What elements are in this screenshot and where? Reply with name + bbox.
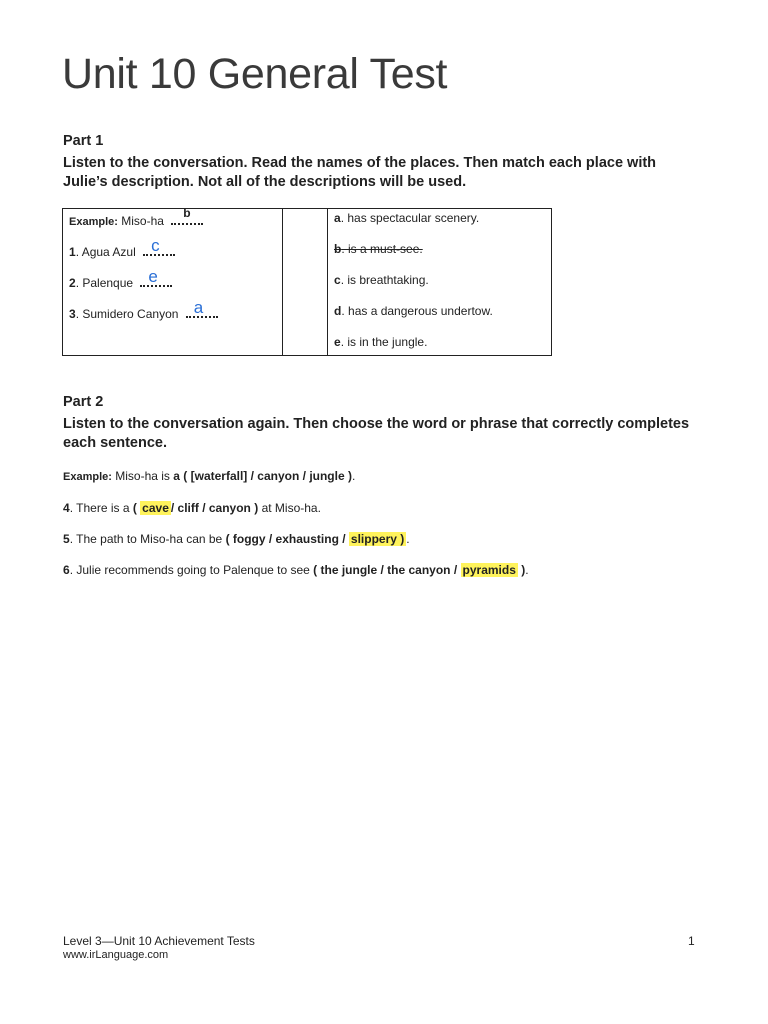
description-a: a. has spectacular scenery. (334, 211, 480, 225)
description-letter: c (334, 273, 341, 287)
item-number: 1 (69, 245, 76, 259)
description-text: is in the jungle. (347, 335, 428, 349)
question-text: Miso-ha is (111, 469, 174, 483)
answer-choices[interactable]: ( the jungle / the canyon / (313, 563, 461, 577)
page-number: 1 (688, 934, 695, 948)
example-label: Example: (63, 471, 112, 483)
description-letter: d (334, 304, 342, 318)
answer-blank[interactable] (171, 206, 203, 225)
place-row: 1. Agua Azul c (69, 242, 175, 259)
handwritten-answer: a (193, 298, 204, 317)
answer-choices[interactable]: a ( [waterfall] / canyon / jungle ) (173, 469, 352, 483)
question-text: . (525, 563, 529, 577)
example-label: Example: (69, 216, 118, 228)
item-number: 2 (69, 276, 76, 290)
description-text: has spectacular scenery. (347, 211, 480, 225)
answer-choices: ( (132, 501, 141, 515)
footer-title: Level 3—Unit 10 Achievement Tests (63, 934, 255, 948)
answer-blank[interactable] (140, 267, 172, 287)
answer-choices[interactable]: ( foggy / exhausting / (225, 532, 349, 546)
example-row (69, 206, 203, 228)
description-b: b. is a must-see. (334, 242, 423, 256)
part1-instructions: Listen to the conversation. Read the names of the places. Then match each place with Julie’s description. Not all of the descriptions will be used. (63, 155, 657, 190)
description-letter: b (334, 242, 342, 256)
question-text: . There is a (69, 501, 133, 515)
description-letter: a (334, 211, 341, 225)
part2-heading: Part 2 (63, 394, 104, 410)
item-number: 4 (63, 501, 70, 515)
handwritten-answer: e (148, 267, 158, 286)
answer-choices[interactable]: / cliff / canyon ) (170, 501, 259, 515)
place-name: Sumidero Canyon (82, 307, 179, 321)
example-place: Miso-ha (121, 214, 164, 228)
question-5 (63, 532, 410, 546)
description-c: c. is breathtaking. (334, 273, 429, 287)
description-letter: e (334, 335, 341, 349)
question-text: . The path to Miso-ha can be (69, 532, 226, 546)
description-text: is breathtaking. (347, 273, 429, 287)
selected-choice[interactable]: slippery ) (350, 532, 405, 546)
place-row: 2. Palenque e (69, 273, 172, 290)
part1-heading: Part 1 (63, 133, 104, 149)
description-d: d. has a dangerous undertow. (334, 304, 493, 318)
description-text: is a must-see. (348, 242, 423, 256)
description-e: e. is in the jungle. (334, 335, 428, 349)
answer-blank[interactable] (143, 236, 175, 256)
example-question (63, 469, 355, 483)
item-number: 6 (63, 563, 70, 577)
answer-choices: ) (517, 563, 526, 577)
item-number: 3 (69, 307, 76, 321)
question-text: . (351, 469, 356, 483)
matching-table (62, 208, 552, 356)
footer-url[interactable]: www.irLanguage.com (63, 949, 169, 961)
part2-instructions: Listen to the conversation again. Then choose the word or phrase that correctly completes each sentence. (63, 416, 690, 451)
place-row: 3. Sumidero Canyon a (69, 304, 218, 321)
answer-blank[interactable] (186, 298, 218, 318)
question-text: . (406, 532, 410, 546)
question-4 (63, 501, 321, 515)
example-answer: b (183, 206, 191, 220)
question-text: . Julie recommends going to Palenque to see (69, 563, 314, 577)
table-divider (282, 209, 283, 355)
question-6 (63, 563, 529, 577)
question-text: at Miso-ha. (258, 501, 321, 515)
selected-choice[interactable]: pyramids (462, 563, 516, 577)
description-text: has a dangerous undertow. (348, 304, 493, 318)
selected-choice[interactable]: cave (142, 501, 169, 515)
place-name: Palenque (82, 276, 134, 290)
item-number: 5 (63, 532, 70, 546)
table-divider (327, 209, 328, 355)
place-name: Agua Azul (81, 245, 136, 259)
handwritten-answer: c (151, 236, 160, 255)
page-title: Unit 10 General Test (62, 50, 448, 98)
